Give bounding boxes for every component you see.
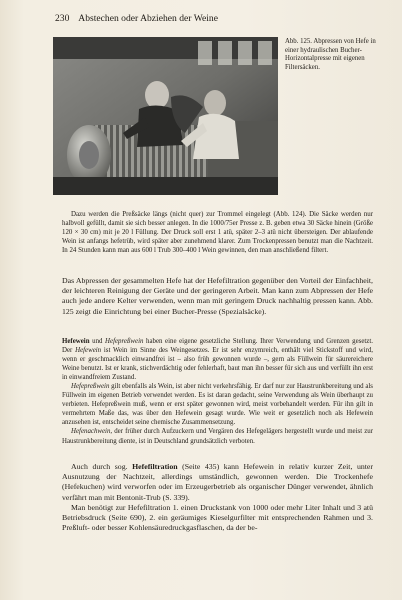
paragraph-hefepresswein xyxy=(62,382,373,427)
paragraph-text: Dazu werden die Preßsäcke längs (nicht quer) zur Trommel eingelegt (Abb. 124). Die Säcke werden nur halbvoll gefüllt, damit sie sich besser anlegen. In die 1000/75er Presse z. B. geben etwa 30 Säcke hinein (Größe 120 × 30 cm) mit je 20 l Füllung. Der Druck soll erst 1 atü, später 2–3 atü nicht übersteigen. Der ablaufende Wein ist anfangs hefetrüb, wird später aber zunehmend klarer. Zum Trockenpressen benutzt man die Nachtzeit. In 24 Stunden kann man aus 600 l Trub 300–400 l Wein gewinnen, den man anschließend filtert. xyxy=(62,211,373,255)
term-hefefiltration: Hefefiltration xyxy=(132,462,178,471)
filtration-section xyxy=(62,462,373,533)
paragraph-text: haben eine eigene gesetzliche Stellung. Ihrer Verwendung und Grenzen gesetzt. Der xyxy=(62,338,373,355)
small-print-section xyxy=(62,337,373,446)
term-hefewein-italic: Hefewein xyxy=(75,347,102,355)
paragraph-text: (Seite 435) kann Hefewein in relativ kurzer Zeit, unter Ausnutzung der Nachtzeit, allerdings umständlich, gewonnen werden. Die Trockenhefe (Hefekuchen) wird verworfen oder im Erzeugerbetrieb als organischer Dünger verwendet, ähnlich verfährt man mit Bentonit-Trub (S. 339). xyxy=(62,462,373,502)
paragraph-advantages xyxy=(62,276,373,317)
press-photo xyxy=(53,37,278,195)
term-hefepresswein: Hefepreßwein xyxy=(105,338,144,345)
paragraph-text: , der früher durch Aufzuckern und Vergären des Hefegelägers hergestellt wurde und meist zur Haustrunkbereitung diente, ist in Deutschland grundsätzlich verboten. xyxy=(62,428,373,445)
paragraph-hefewein xyxy=(62,337,373,382)
term-hefewein: Hefewein xyxy=(62,338,90,345)
page-number: 230 xyxy=(55,13,70,24)
press-photo-image xyxy=(53,37,278,195)
paragraph-lead: Auch durch sog. xyxy=(71,462,133,471)
figure-caption: Abb. 125. Abpressen von Hefe in einer hydraulischen Bucher-Horizontalpresse mit eigenen Filtersäcken. xyxy=(285,38,376,71)
paragraph-text: ist Wein im Sinne des Weingesetzes. Er ist sehr enzymreich, enthält viel Stickstoff und wird, wenn er geschmacklich einwandfrei ist – also früh gewonnen wurde –, gern als Füllwein für säurereichere Weine benutzt. Ist er krank, stichverdächtig oder fehlerhaft, baut man ihn besser für sich aus und verfüllt ihn erst in einwandfreiem Zustand. xyxy=(62,347,373,382)
running-header xyxy=(55,13,218,24)
paragraph-text: gilt ebenfalls als Wein, ist aber nicht verkehrsfähig. Er darf nur zur Haustrunkbereitung und als Füllwein im eigenen Betrieb verwendet werden. Es ist daran gedacht, seine Verwendung als Wein überhaupt zu verbieten. Hefepreßwein muß, wenn er erst später gewonnen wird, meist vorbehandelt werden. Für ihn gilt in vermehrtem Maße das, was über den Hefewein gesagt wurde. Wie weit er gesetzlich noch als Hefewein anzusehen ist, entscheidet seine chemische Zusammensetzung. xyxy=(62,383,373,427)
paragraph-equipment: Man benötigt zur Hefefiltration 1. einen Druckstank von 1000 oder mehr Liter Inhalt und 3 atü Betriebsdruck (Seite 690), 2. ein geräumiges Kieselgurfilter mit entsprechenden Rahmen und 3. Preßluft- oder besser Kohlensäuredruckgasflaschen, da der be- xyxy=(62,502,373,533)
term: Hefepreßwein xyxy=(71,383,110,391)
paragraph-text: Das Abpressen der gesammelten Hefe hat der Hefefiltration gegenüber den Vorteil der Einfachheit, der leichteren Reinigung der Geräte und der geringeren Arbeit. Man kann zum Abpressen der Hefe auch jede andere Kelter verwenden, wenn man mit geringem Druck nachhaltig pressen kann. Abb. 125 zeigt die Einrichtung bei einer Bucher-Presse (Spezialsäcke). xyxy=(62,276,373,316)
paragraph-hefenachwein xyxy=(62,427,373,445)
term: Hefenachwein xyxy=(71,428,111,436)
text-and: und xyxy=(89,338,106,345)
paragraph-hefefiltration xyxy=(62,462,373,503)
paragraph-pressing-procedure xyxy=(62,210,373,255)
running-title: Abstechen oder Abziehen der Weine xyxy=(78,13,218,24)
